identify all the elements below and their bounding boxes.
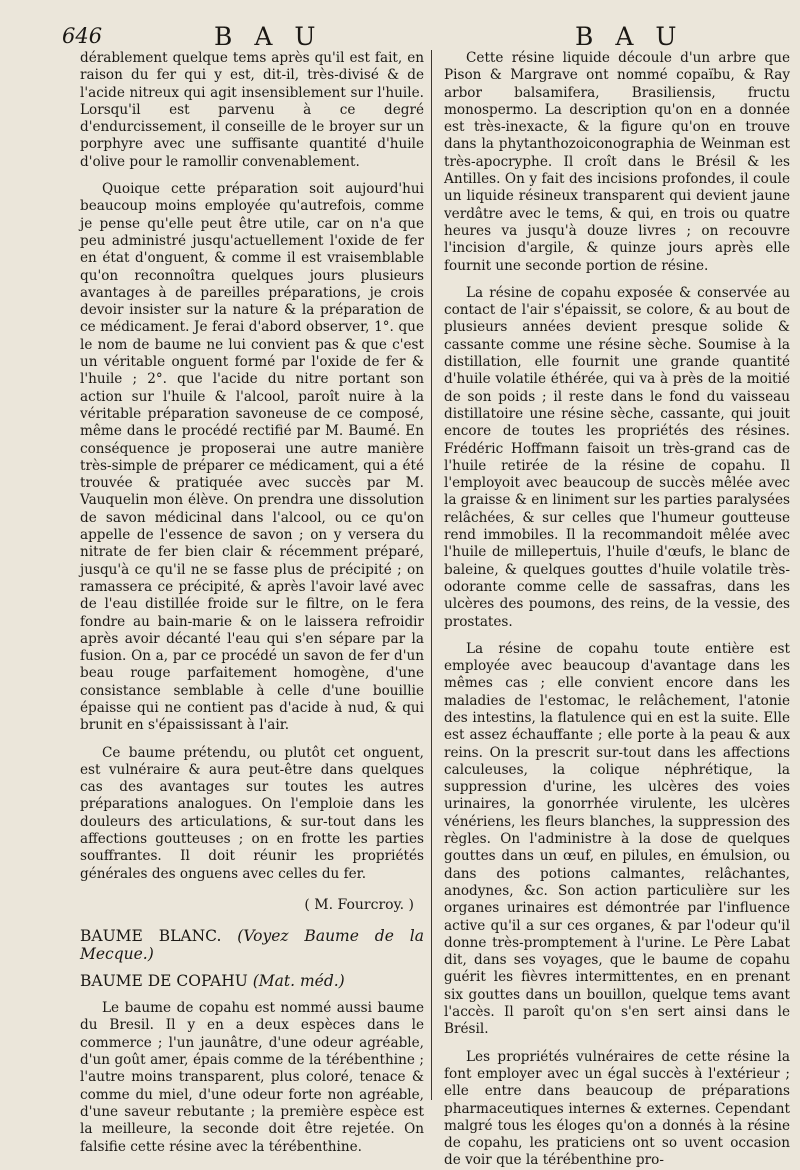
entry-heading-main: BAUME DE COPAHU [80,971,248,990]
left-column [80,50,424,1155]
right-column [444,50,790,1169]
cross-reference: (Voyez Baume de la Mecque.) [80,927,424,963]
entry-heading-main: BAUME BLANC. [80,927,222,946]
running-head-left: B A U [214,22,323,51]
left-paragraph-3: Ce baume prétendu, ou plutôt cet onguent, est vulnéraire & aura peut-être dans quelques cas des avantages sur toutes les autres préparations analogues. On l'emploie dans les douleurs des articulations, & sur-tout dans les affections goutteuses ; on en frotte les parties souffrantes. Il doit réunir les propriétés générales des onguens avec celles du fer. [80,744,424,882]
left-paragraph-2: Quoique cette préparation soit aujourd'hui beaucoup moins employée qu'autrefois, comme je pense qu'elle peut être utile, car on n'a que peu administré jusqu'actuellement l'oxide de fer en état d'onguent, & comme il est vraisemblable qu'on reconnoîtra quelques jours plusieurs avantages à de pareilles préparations, je crois devoir insister sur la nature & la préparation de ce médicament. Je ferai d'abord observer, 1°. que le nom de baume ne lui convient pas & que c'est un véritable onguent formé par l'oxide de fer & l'huile ; 2°. que l'acide du nitre portant son action sur l'huile & l'alcool, paroît nuire à la véritable préparation savoneuse de ce composé, même dans le procédé rectifié par M. Baumé. En conséquence je proposerai une autre manière très-simple de préparer ce médicament, qui a été trouvée & pratiquée avec succès par M. Vauquelin mon élève. On prendra une dissolution de savon médicinal dans l'alcool, ou ce qu'on appelle de l'essence de savon ; on y versera du nitrate de fer bien clair & récemment préparé, jusqu'à ce qu'il ne se fasse plus de précipité ; on ramassera ce précipité, & après l'avoir lavé avec de l'eau distillée froide sur le filtre, on le fera fondre au bain-marie & on le laissera refroidir après avoir décanté l'eau qui s'en sépare par la fusion. On a, par ce procédé un savon de fer d'un beau rouge parfaitement homogène, d'une consistance semblable à celle d'une bouillie épaisse qui ne contient pas d'acide à nud, & qui brunit en s'épaississant à l'air. [80,181,424,734]
subject-tag: (Mat. méd.) [252,971,345,990]
page-header [0,20,800,54]
right-paragraph-3: La résine de copahu toute entière est employée avec beaucoup d'avantage dans les mêmes cas ; elle convient encore dans les maladies de l'estomac, le relâchement, l'atonie des intestins, la flatulence qui en est la suite. Elle est assez échauffante ; elle porte à la peau & aux reins. On la prescrit sur-tout dans les affections calculeuses, la colique néphrétique, la suppression d'urine, les ulcères des voies urinaires, la gonorrhée virulente, les ulcères vénériens, les fleurs blanches, la suppression des règles. On l'administre à la dose de quelques gouttes dans un œuf, en pilules, en émulsion, ou dans des potions calmantes, relâchantes, anodynes, &c. Son action particulière sur les organes urinaires est démontrée par l'influence active qu'il a sur ces organes, & par l'odeur qu'il donne très-promptement à l'urine. Le Père Labat dit, dans ses voyages, que le baume de copahu guérit les fièvres intermittentes, en en prenant six gouttes dans un bouillon, quelque tems avant l'accès. Il paroît qu'on s'en sert ainsi dans le Brésil. [444,640,790,1038]
right-paragraph-2: La résine de copahu exposée & conservée au contact de l'air s'épaissit, se colore, & au bout de plusieurs années devient presque solide & cassante comme une résine sèche. Soumise à la distillation, elle fournit une grande quantité d'huile volatile éthérée, qui va à près de la moitié de son poids ; il reste dans le fond du vaisseau distillatoire une résine sèche, cassante, qui jouit encore de toutes les propriétés des résines. Frédéric Hoffmann faisoit un très-grand cas de l'huile retirée de la résine de copahu. Il l'employoit avec beaucoup de succès mêlée avec la graisse & en liniment sur les parties paralysées relâchées, & sur celles que l'humeur goutteuse rend immobiles. Il la recommandoit mêlée avec l'huile de millepertuis, l'huile d'œufs, le blanc de baleine, & quelques gouttes d'huile volatile très-odorante comme celle de sassafras, dans les ulcères des poumons, des reins, de la vessie, des prostates. [444,284,790,630]
entry-heading-baume-blanc [80,928,424,963]
right-paragraph-4: Les propriétés vulnéraires de cette résine la font employer avec un égal succès à l'extérieur ; elle entre dans beaucoup de préparations pharmaceutiques internes & externes. Cependant malgré tous les éloges qu'on a donnés à la résine de copahu, les praticiens ont so uvent occasion de voir que la térébenthine pro- [444,1048,790,1169]
entry-heading-baume-de-copahu [80,973,424,990]
author-signature: ( M. Fourcroy. ) [304,896,414,913]
right-paragraph-1: Cette résine liquide découle d'un arbre que Pison & Margrave ont nommé copaïbu, & Ray arbor balsamifera, Brasiliensis, fructu monospermo. La description qu'on en a donnée est très-inexacte, & la figure qu'on en trouve dans la phytanthozoiconographia de Weinman est très-apocryphe. Il croît dans le Brésil & les Antilles. On y fait des incisions profondes, il coule un liquide résineux transparent qui devient jaune verdâtre avec le tems, & qui, en trois ou quatre heures va jusqu'à douze livres ; on recouvre l'incision d'argile, & quinze jours après elle fournit une seconde portion de résine. [444,50,790,274]
left-paragraph-4: Le baume de copahu est nommé aussi baume du Bresil. Il y en a deux espèces dans le commerce ; l'un jaunâtre, d'une odeur agréable, d'un goût amer, épais comme de la térébenthine ; l'autre moins transparent, plus coloré, tenace & comme du miel, d'une odeur forte non agréable, d'une saveur rebutante ; la première espèce est la meilleure, la seconde doit être rejetée. On falsifie cette résine avec la térébenthine. [80,1000,424,1155]
running-head-right: B A U [575,22,684,51]
column-divider [431,50,432,1100]
page-number: 646 [62,24,103,48]
left-paragraph-1: dérablement quelque tems après qu'il est fait, en raison du fer qui y est, dit-il, très-divisé & de l'acide nitreux qui agit insensiblement sur l'huile. Lorsqu'il est parvenu à ce degré d'endurcissement, il conseille de le broyer sur un porphyre avec une suffisante quantité d'huile d'olive pour le ramollir convenablement. [80,50,424,170]
